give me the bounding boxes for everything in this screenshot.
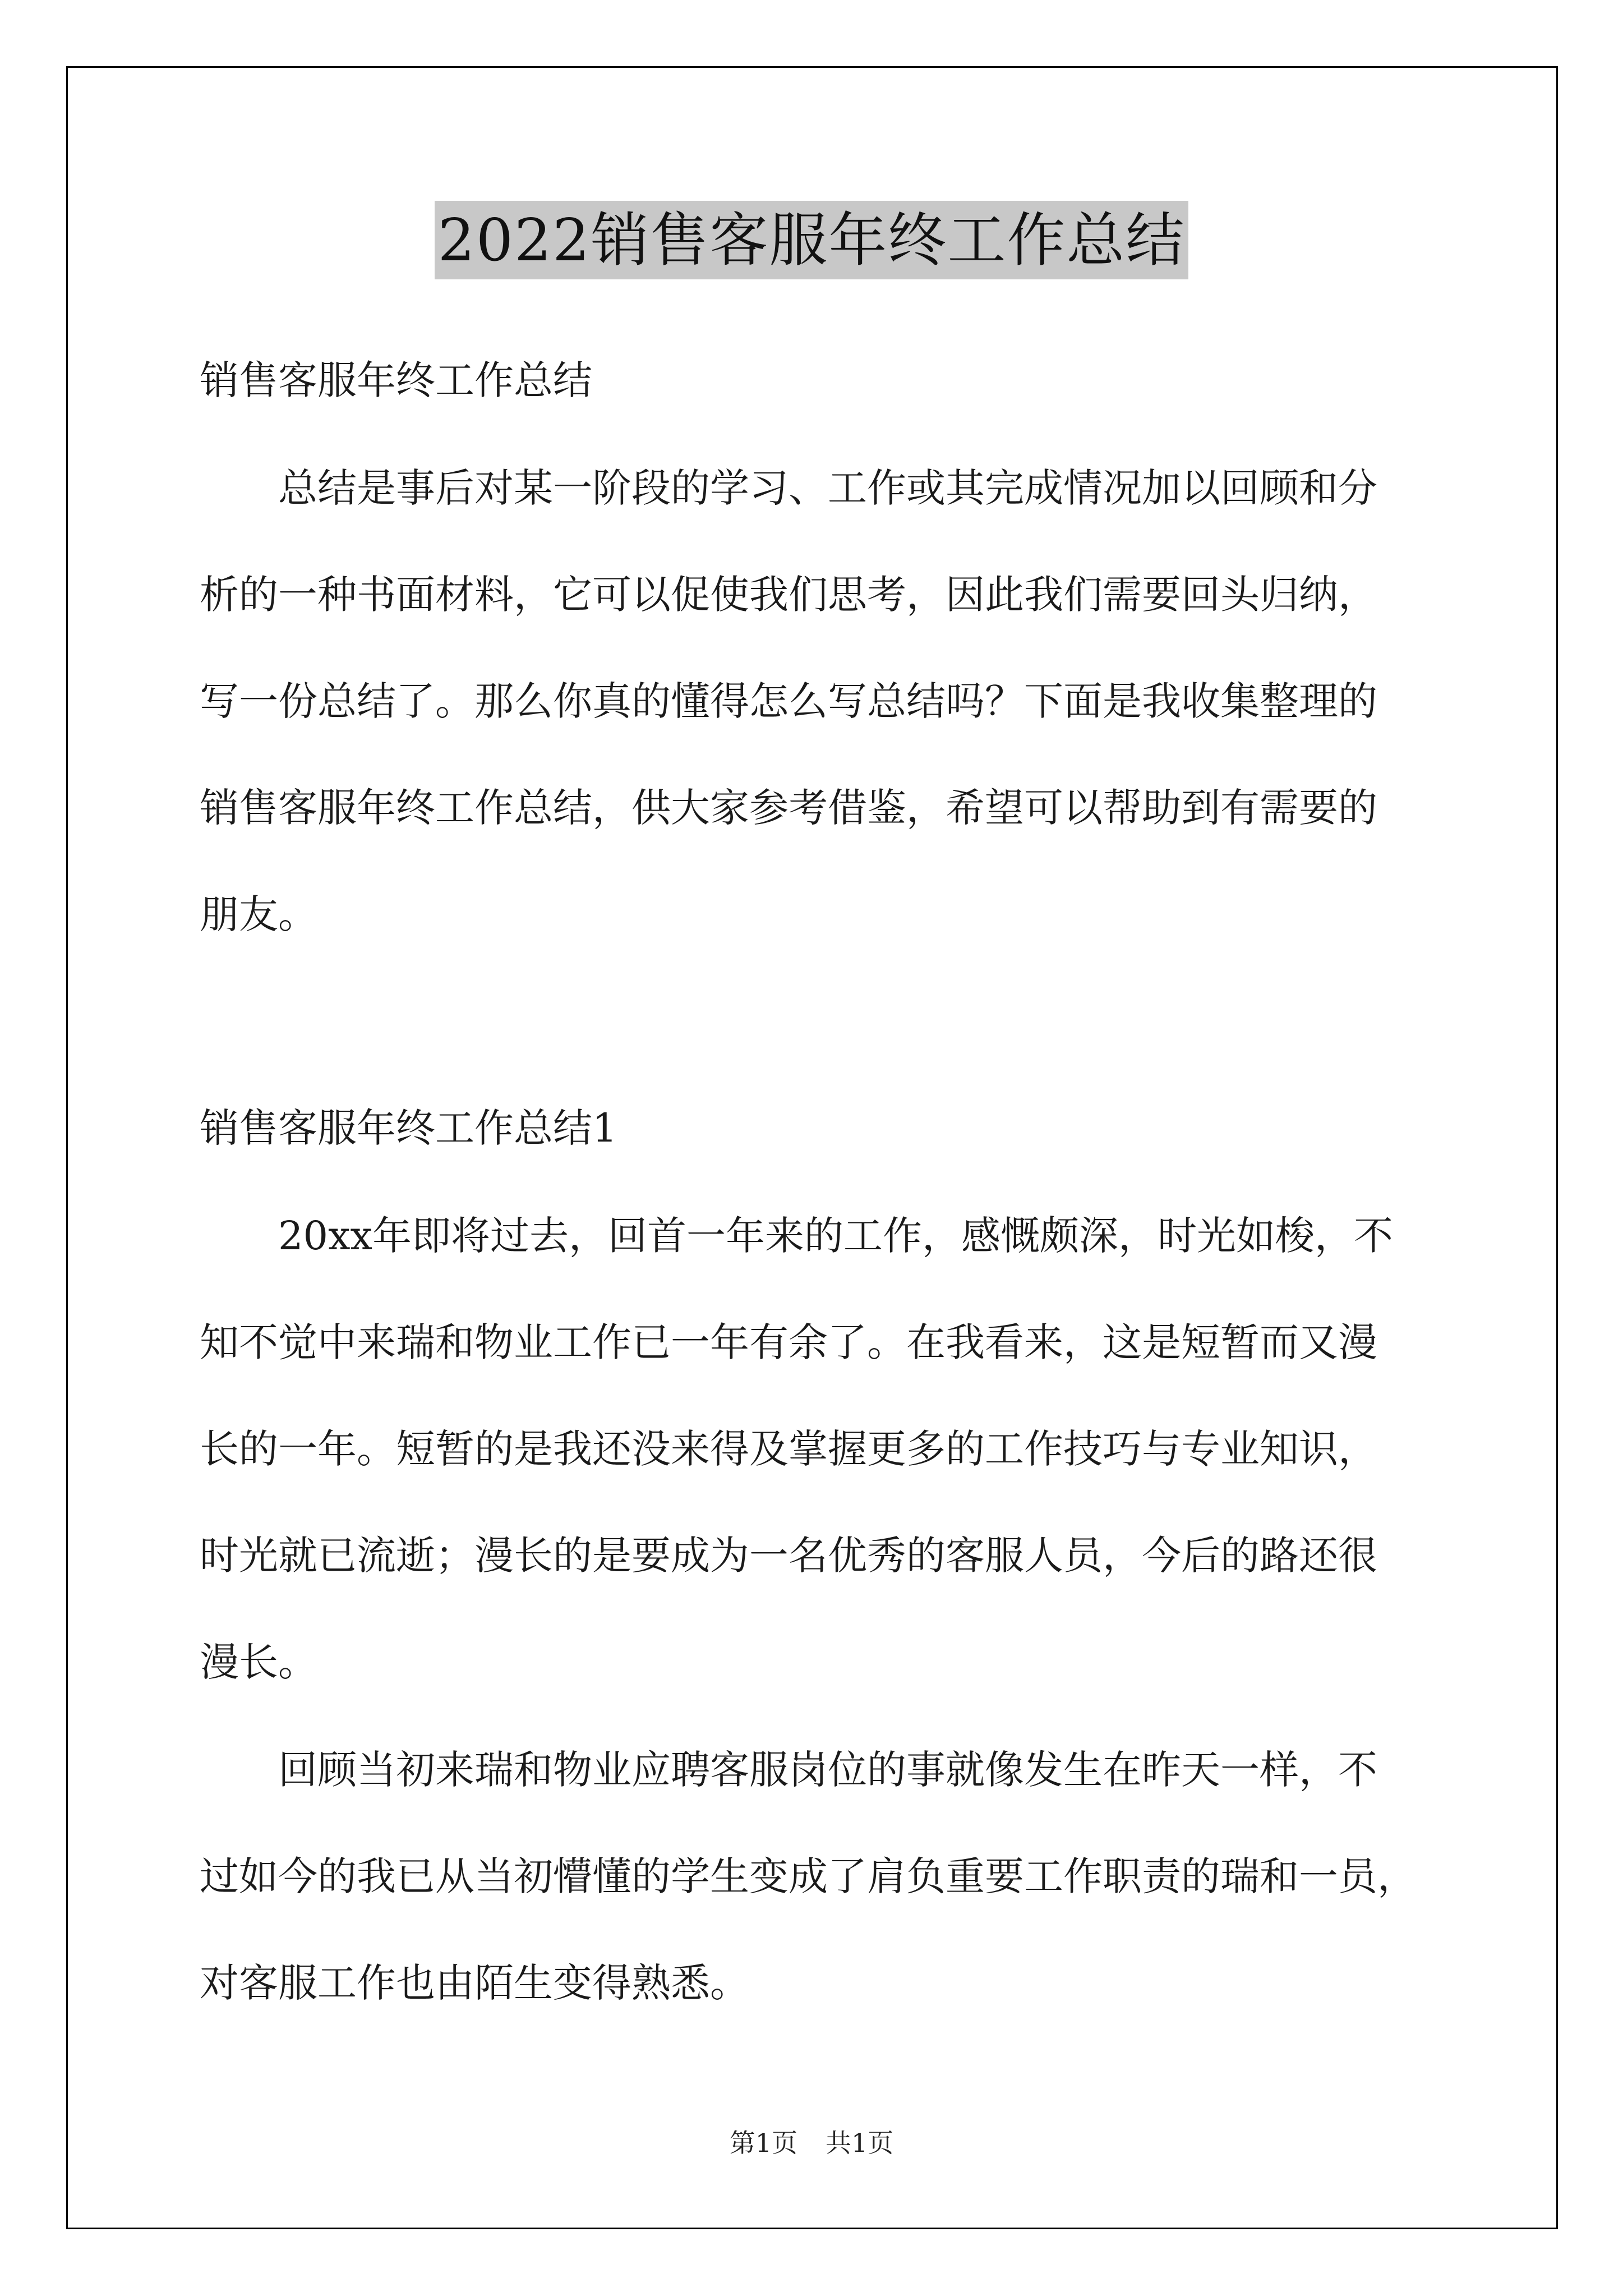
page-number: 第1页	[729, 2128, 797, 2158]
body-line: 时光就已流逝；漫长的是要成为一名优秀的客服人员，今后的路还很	[200, 1533, 1377, 1579]
body-line: 20xx年即将过去，回首一年来的工作，感慨颇深，时光如梭，不	[200, 1213, 1394, 1259]
body-line: 朋友。	[200, 891, 317, 937]
body-line: 对客服工作也由陌生变得熟悉。	[200, 1960, 749, 2006]
body-line: 过如今的我已从当初懵懂的学生变成了肩负重要工作职责的瑞和一员，	[200, 1853, 1417, 1899]
body-line: 长的一年。短暂的是我还没来得及掌握更多的工作技巧与专业知识，	[200, 1426, 1377, 1472]
section-heading: 销售客服年终工作总结1	[200, 1105, 617, 1151]
body-line: 漫长。	[200, 1639, 317, 1685]
page-total: 共1页	[826, 2128, 894, 2158]
document-title: 2022销售客服年终工作总结	[435, 201, 1189, 279]
body-line: 销售客服年终工作总结，供大家参考借鉴，希望可以帮助到有需要的	[200, 785, 1377, 831]
title-container	[0, 201, 1623, 279]
body-line: 知不觉中来瑞和物业工作已一年有余了。在我看来，这是短暂而又漫	[200, 1319, 1377, 1365]
body-line: 析的一种书面材料，它可以促使我们思考，因此我们需要回头归纳，	[200, 572, 1377, 618]
body-line: 回顾当初来瑞和物业应聘客服岗位的事就像发生在昨天一样，不	[200, 1747, 1377, 1793]
body-line: 写一份总结了。那么你真的懂得怎么写总结吗？下面是我收集整理的	[200, 678, 1377, 724]
section-heading: 销售客服年终工作总结	[200, 357, 592, 403]
page-footer	[0, 2126, 1623, 2160]
body-line: 总结是事后对某一阶段的学习、工作或其完成情况加以回顾和分	[200, 465, 1377, 511]
